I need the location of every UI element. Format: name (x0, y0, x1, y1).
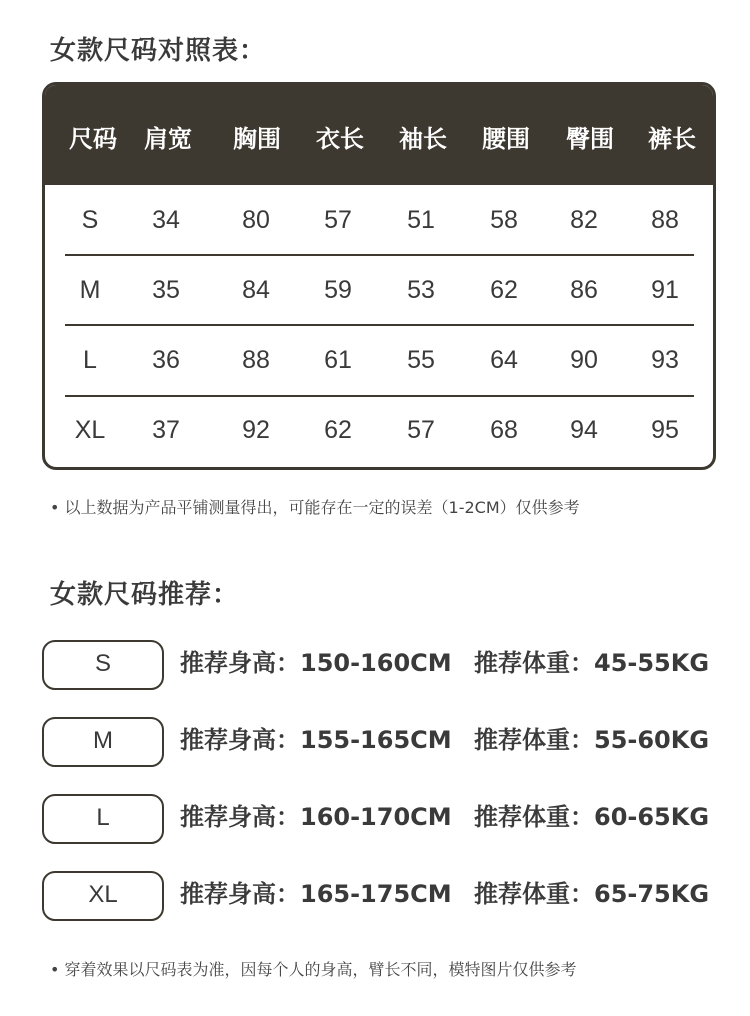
table-cell: 91 (651, 276, 679, 304)
header-hip: 臀围 (566, 125, 614, 153)
table-cell: 93 (651, 346, 679, 374)
table-cell: 51 (407, 206, 435, 234)
table-cell: 94 (570, 416, 598, 444)
table-cell: 34 (152, 206, 180, 234)
table-cell: 64 (490, 346, 518, 374)
table-cell: 53 (407, 276, 435, 304)
fit-note: • 穿着效果以尺码表为准，因每个人的身高，臂长不同，模特图片仅供参考 (50, 960, 577, 979)
cell-size: M (79, 276, 101, 304)
cell-size: XL (74, 416, 106, 444)
recommend-height: 推荐身高：160-170CM (180, 803, 452, 831)
cell-size: L (83, 346, 97, 374)
measurement-note: • 以上数据为产品平铺测量得出，可能存在一定的误差（1-2CM）仅供参考 (50, 498, 580, 517)
recommend-title: 女款尺码推荐： (50, 580, 240, 610)
recommend-weight: 推荐体重：45-55KG (474, 649, 710, 677)
size-badge: M (42, 717, 164, 767)
table-cell: 86 (570, 276, 598, 304)
header-pants-length: 裤长 (648, 125, 696, 153)
header-chest: 胸围 (233, 125, 281, 153)
table-cell: 55 (407, 346, 435, 374)
recommend-height: 推荐身高：150-160CM (180, 649, 452, 677)
table-cell: 35 (152, 276, 180, 304)
recommend-row (42, 794, 722, 844)
table-row (65, 255, 695, 325)
table-cell: 95 (651, 416, 679, 444)
recommend-weight: 推荐体重：60-65KG (474, 803, 710, 831)
header-shoulder: 肩宽 (144, 125, 192, 153)
header-length: 衣长 (316, 125, 364, 153)
table-cell: 90 (570, 346, 598, 374)
recommend-weight: 推荐体重：55-60KG (474, 726, 710, 754)
table-cell: 57 (407, 416, 435, 444)
table-cell: 82 (570, 206, 598, 234)
table-cell: 92 (242, 416, 270, 444)
table-cell: 62 (490, 276, 518, 304)
recommend-row (42, 871, 722, 921)
table-cell: 61 (324, 346, 352, 374)
header-size: 尺码 (69, 125, 117, 153)
size-table-title: 女款尺码对照表： (50, 36, 267, 66)
recommend-weight: 推荐体重：65-75KG (474, 880, 710, 908)
table-cell: 57 (324, 206, 352, 234)
table-cell: 58 (490, 206, 518, 234)
size-table (42, 82, 716, 470)
table-cell: 37 (152, 416, 180, 444)
size-badge: XL (42, 871, 164, 921)
recommend-row (42, 717, 722, 767)
recommend-row (42, 640, 722, 690)
table-cell: 62 (324, 416, 352, 444)
size-badge: L (42, 794, 164, 844)
cell-size: S (81, 206, 99, 234)
table-row (65, 395, 695, 465)
table-cell: 36 (152, 346, 180, 374)
size-badge: S (42, 640, 164, 690)
table-header (45, 85, 713, 185)
table-row (65, 185, 695, 255)
header-waist: 腰围 (482, 125, 530, 153)
table-row (65, 325, 695, 395)
recommend-height: 推荐身高：165-175CM (180, 880, 452, 908)
table-cell: 88 (651, 206, 679, 234)
table-cell: 88 (242, 346, 270, 374)
table-cell: 84 (242, 276, 270, 304)
table-cell: 59 (324, 276, 352, 304)
header-sleeve: 袖长 (399, 125, 447, 153)
table-cell: 80 (242, 206, 270, 234)
recommend-height: 推荐身高：155-165CM (180, 726, 452, 754)
table-cell: 68 (490, 416, 518, 444)
